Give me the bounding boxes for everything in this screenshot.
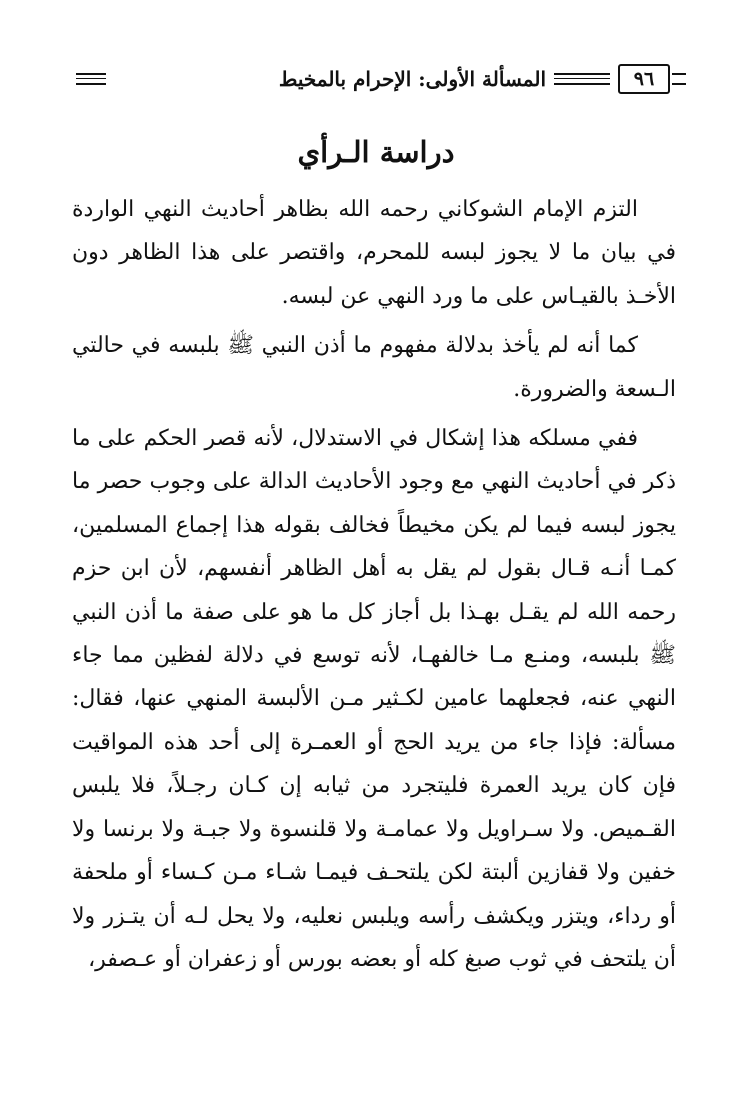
paragraph-3: ففي مسلكه هذا إشكال في الاستدلال، لأنه قصر الحكم على ما ذكر في أحاديث النهي مع وجود الأحاديث الدالة على وجوب حصر ما يجوز لبسه فيما لم يكن مخيطاً فخالف بقوله هذا إجماع المسلمين، كمـا أنـه قـال بقول لم يقل به أهل الظاهر أنفسهم، لأن ابن حزم رحمه الله لم يقـل بهـذا بل أجاز كل ما هو على صفة ما أذن النبي ﷺ بلبسه، ومنـع مـا خالفهـا، لأنه توسع في دلالة لفظين مما جاء النهي عنه، فجعلهما عامين لكـثير مـن الألبسة المنهي عنها، فقال: مسألة: فإذا جاء من يريد الحج أو العمـرة إلى أحد هذه المواقيت فإن كان يريد العمرة فليتجرد من ثيابه إن كـان رجـلاً، فلا يلبس القـميص. ولا سـراويل ولا عمامـة ولا قلنسوة ولا جبـة ولا برنسا ولا خفين ولا قفازين ألبتة لكن يلتحـف فيمـا شـاء مـن كـساء أو ملحفة أو رداء، ويتزر ويكشف رأسه ويلبس نعليه، ولا يحل لـه أن يتـزر ولا أن يلتحف في ثوب صبغ كله أو بعضه بورس أو زعفران أو عـصفر، [72,426,676,972]
header-rule-right [554,73,610,85]
paragraph-2: كما أنه لم يأخذ بدلالة مفهوم ما أذن النبي ﷺ بلبسه في حالتي الـسعة والضرورة. [72,333,676,402]
running-title: المسألة الأولى: الإحرام بالمخيط [278,67,546,91]
section-heading: دراسة الـرأي [297,135,455,169]
header-rule-left [76,73,106,85]
page-number: ٩٦ [618,64,670,94]
running-header [76,64,686,100]
header-ornament-right [672,73,686,85]
paragraph-1: التزم الإمام الشوكاني رحمه الله بظاهر أحاديث النهي الواردة في بيان ما لا يجوز لبسه للمحرم، واقتصر على هذا الظاهر دون الأخـذ بالقيـاس على ما ورد النهي عن لبسه. [72,197,676,309]
body-text [72,188,676,981]
